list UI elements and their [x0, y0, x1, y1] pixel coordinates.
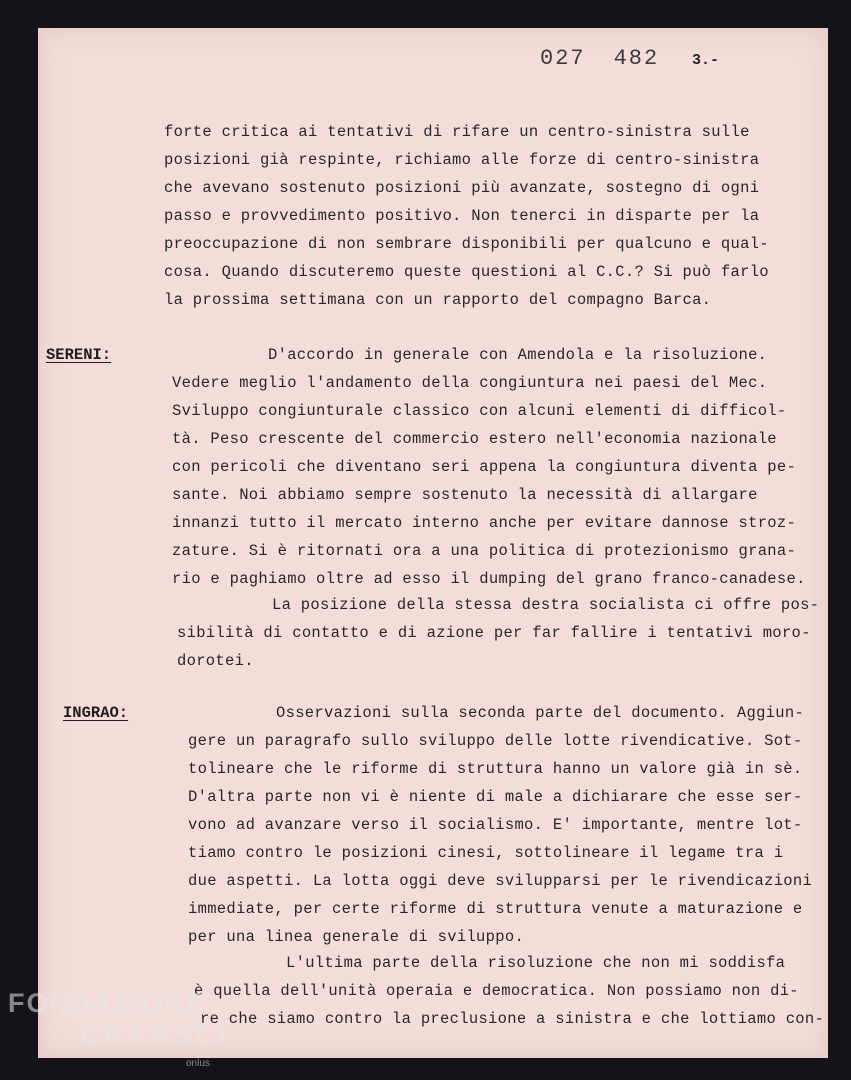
text-line: Vedere meglio l'andamento della congiuntura nei paesi del Mec. — [172, 374, 768, 392]
text-line: forte critica ai tentativi di rifare un centro-sinistra sulle — [164, 123, 750, 141]
text-line: zature. Si è ritornati ora a una politica di protezionismo grana- — [172, 542, 797, 560]
text-line: La posizione della stessa destra socialista ci offre pos- — [272, 596, 820, 614]
text-line: posizioni già respinte, richiamo alle forze di centro-sinistra — [164, 151, 760, 169]
text-line: re che siamo contro la preclusione a sinistra e che lottiamo con- — [200, 1010, 825, 1028]
text-line: vono ad avanzare verso il socialismo. E' importante, mentre lot- — [188, 816, 803, 834]
text-line: D'altra parte non vi è niente di male a dichiarare che esse ser- — [188, 788, 803, 806]
text-line: dorotei. — [177, 652, 254, 670]
text-line: Sviluppo congiunturale classico con alcuni elementi di difficol- — [172, 402, 787, 420]
text-line: la prossima settimana con un rapporto del compagno Barca. — [164, 291, 712, 309]
text-line: con pericoli che diventano seri appena la congiuntura diventa pe- — [172, 458, 797, 476]
text-line: preoccupazione di non sembrare disponibili per qualcuno e qual- — [164, 235, 769, 253]
text-line: tà. Peso crescente del commercio estero nell'economia nazionale — [172, 430, 777, 448]
logo-line-3: onlus — [186, 1058, 210, 1069]
text-line: rio e paghiamo oltre ad esso il dumping del grano franco-canadese. — [172, 570, 806, 588]
fondazione-gramsci-logo — [8, 988, 248, 1073]
archive-number — [540, 46, 659, 71]
speaker-label-sereni: SERENI: — [46, 346, 112, 364]
text-line: due aspetti. La lotta oggi deve svilupparsi per le rivendicazioni — [188, 872, 813, 890]
archive-number-second: 482 — [613, 46, 660, 71]
text-line: è quella dell'unità operaia e democratica. Non possiamo non di- — [194, 982, 799, 1000]
text-line: tolineare che le riforme di struttura hanno un valore già in sè. — [188, 760, 803, 778]
text-line: cosa. Quando discuteremo queste questioni al C.C.? Si può farlo — [164, 263, 769, 281]
text-line: innanzi tutto il mercato interno anche per evitare dannose stroz- — [172, 514, 797, 532]
text-line: gere un paragrafo sullo sviluppo delle lotte rivendicative. Sot- — [188, 732, 803, 750]
text-line: Osservazioni sulla seconda parte del documento. Aggiun- — [276, 704, 805, 722]
speaker-label-ingrao: INGRAO: — [63, 704, 129, 722]
text-line: sante. Noi abbiamo sempre sostenuto la necessità di allargare — [172, 486, 758, 504]
page-number: 3.- — [692, 52, 720, 69]
archive-number-first: 027 — [540, 46, 586, 71]
text-line: D'accordo in generale con Amendola e la risoluzione. — [268, 346, 768, 364]
text-line: che avevano sostenuto posizioni più avanzate, sostegno di ogni — [164, 179, 760, 197]
text-line: L'ultima parte della risoluzione che non mi soddisfa — [286, 954, 786, 972]
text-line: immediate, per certe riforme di struttura venute a maturazione e — [188, 900, 803, 918]
text-line: passo e provvedimento positivo. Non tenerci in disparte per la — [164, 207, 760, 225]
text-line: sibilità di contatto e di azione per far fallire i tentativi moro- — [177, 624, 811, 642]
text-line: tiamo contro le posizioni cinesi, sottolineare il legame tra i — [188, 844, 784, 862]
text-line: per una linea generale di sviluppo. — [188, 928, 525, 946]
logo-line-1: FONDAZIONE — [8, 988, 207, 1018]
logo-line-2: GRAMSCI — [80, 1020, 229, 1050]
